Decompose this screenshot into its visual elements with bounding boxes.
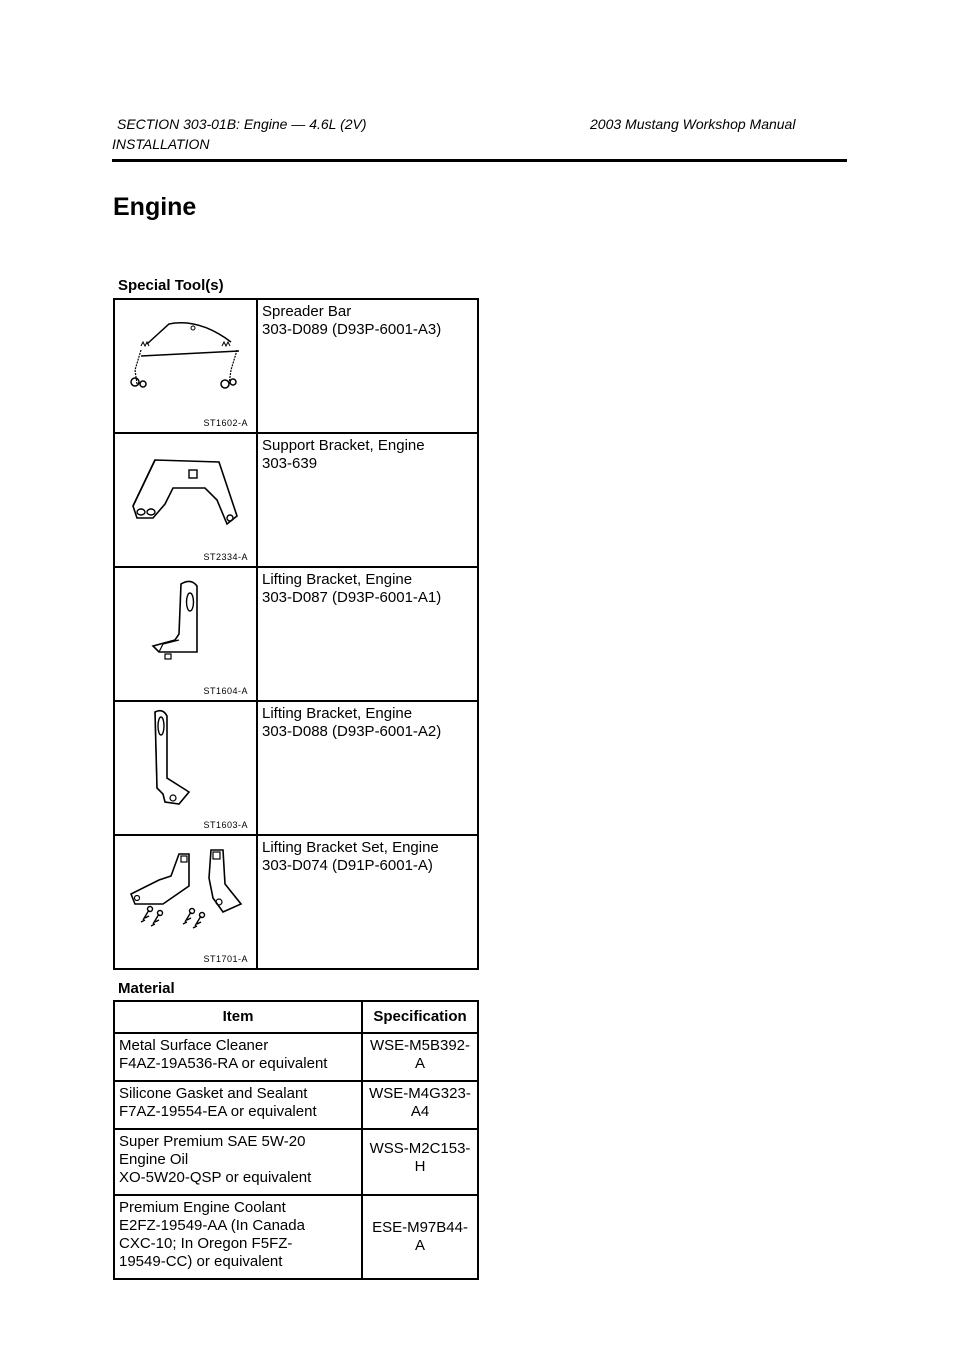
tool-name: Support Bracket, Engine <box>262 437 425 454</box>
header-subsection: INSTALLATION <box>112 136 210 152</box>
material-spec-line: H <box>414 1158 426 1175</box>
tool-illustration <box>114 433 257 567</box>
header-manual-title: 2003 Mustang Workshop Manual <box>590 116 796 132</box>
material-item-line: XO-5W20-QSP or equivalent <box>119 1169 312 1186</box>
material-item-line: Super Premium SAE 5W-20 <box>119 1133 306 1150</box>
tool-illustration <box>114 567 257 701</box>
tool-row <box>114 299 478 433</box>
material-item-line: 19549-CC) or equivalent <box>119 1253 283 1270</box>
material-item-line: CXC-10; In Oregon F5FZ- <box>119 1235 293 1252</box>
tool-name: Lifting Bracket, Engine <box>262 571 413 588</box>
tool-number: 303-D088 (D93P-6001-A2) <box>262 723 442 740</box>
material-item-line: F7AZ-19554-EA or equivalent <box>119 1103 317 1120</box>
tool-description <box>257 299 478 433</box>
tool-name: Spreader Bar <box>262 303 352 320</box>
material-spec-line: A4 <box>410 1103 430 1120</box>
column-header-item: Item <box>114 1001 362 1033</box>
material-spec-line: WSE-M4G323- <box>369 1085 471 1102</box>
material-table <box>113 1000 479 1280</box>
material-row <box>114 1195 478 1279</box>
material-header-row <box>114 1001 478 1033</box>
illustration-code: ST1701-A <box>203 954 248 964</box>
material-spec <box>362 1195 478 1279</box>
tool-row <box>114 701 478 835</box>
tool-number: 303-D074 (D91P-6001-A) <box>262 857 433 874</box>
material-item <box>114 1195 362 1279</box>
illustration-code: ST1603-A <box>203 820 248 830</box>
column-header-specification: Specification <box>362 1001 478 1033</box>
material-spec-line: A <box>414 1055 425 1072</box>
tool-name: Lifting Bracket, Engine <box>262 705 413 722</box>
spreader-bar-icon <box>119 306 251 396</box>
material-item-line: Engine Oil <box>119 1151 189 1168</box>
tool-illustration <box>114 835 257 969</box>
material-item-line: Metal Surface Cleaner <box>119 1037 269 1054</box>
tool-description <box>257 433 478 567</box>
tool-number: 303-D087 (D93P-6001-A1) <box>262 589 442 606</box>
material-spec-line: WSE-M5B392- <box>369 1037 471 1054</box>
special-tools-caption: Special Tool(s) <box>118 277 224 294</box>
material-spec-line: ESE-M97B44- <box>372 1219 468 1236</box>
tool-description <box>257 835 478 969</box>
tool-number: 303-D089 (D93P-6001-A3) <box>262 321 442 338</box>
tool-description <box>257 567 478 701</box>
support-bracket-icon <box>119 440 251 540</box>
material-spec-line: A <box>414 1237 425 1254</box>
lifting-bracket-set-icon <box>119 842 251 942</box>
tool-row <box>114 433 478 567</box>
tool-description <box>257 701 478 835</box>
tool-illustration <box>114 299 257 433</box>
material-spec <box>362 1033 478 1081</box>
header-rule <box>112 159 847 162</box>
material-item-line: Silicone Gasket and Sealant <box>119 1085 308 1102</box>
special-tools-table <box>113 298 479 970</box>
lifting-bracket-icon <box>119 574 251 674</box>
material-item-line: Premium Engine Coolant <box>119 1199 286 1216</box>
material-spec <box>362 1081 478 1129</box>
header-section-title: SECTION 303-01B: Engine — 4.6L (2V) <box>117 116 367 132</box>
material-item-line: E2FZ-19549-AA (In Canada <box>119 1217 305 1234</box>
material-item <box>114 1129 362 1195</box>
material-row <box>114 1081 478 1129</box>
material-item <box>114 1081 362 1129</box>
tool-name: Lifting Bracket Set, Engine <box>262 839 439 856</box>
illustration-code: ST2334-A <box>203 552 248 562</box>
tool-row <box>114 835 478 969</box>
material-spec-line: WSS-M2C153- <box>369 1140 471 1157</box>
material-spec <box>362 1129 478 1195</box>
tool-number: 303-639 <box>262 455 318 472</box>
material-row <box>114 1129 478 1195</box>
lifting-bracket-icon <box>119 708 251 808</box>
material-row <box>114 1033 478 1081</box>
material-item-line: F4AZ-19A536-RA or equivalent <box>119 1055 328 1072</box>
illustration-code: ST1602-A <box>203 418 248 428</box>
tool-illustration <box>114 701 257 835</box>
material-caption: Material <box>118 980 175 997</box>
page-title: Engine <box>113 193 197 221</box>
material-item <box>114 1033 362 1081</box>
illustration-code: ST1604-A <box>203 686 248 696</box>
tool-row <box>114 567 478 701</box>
